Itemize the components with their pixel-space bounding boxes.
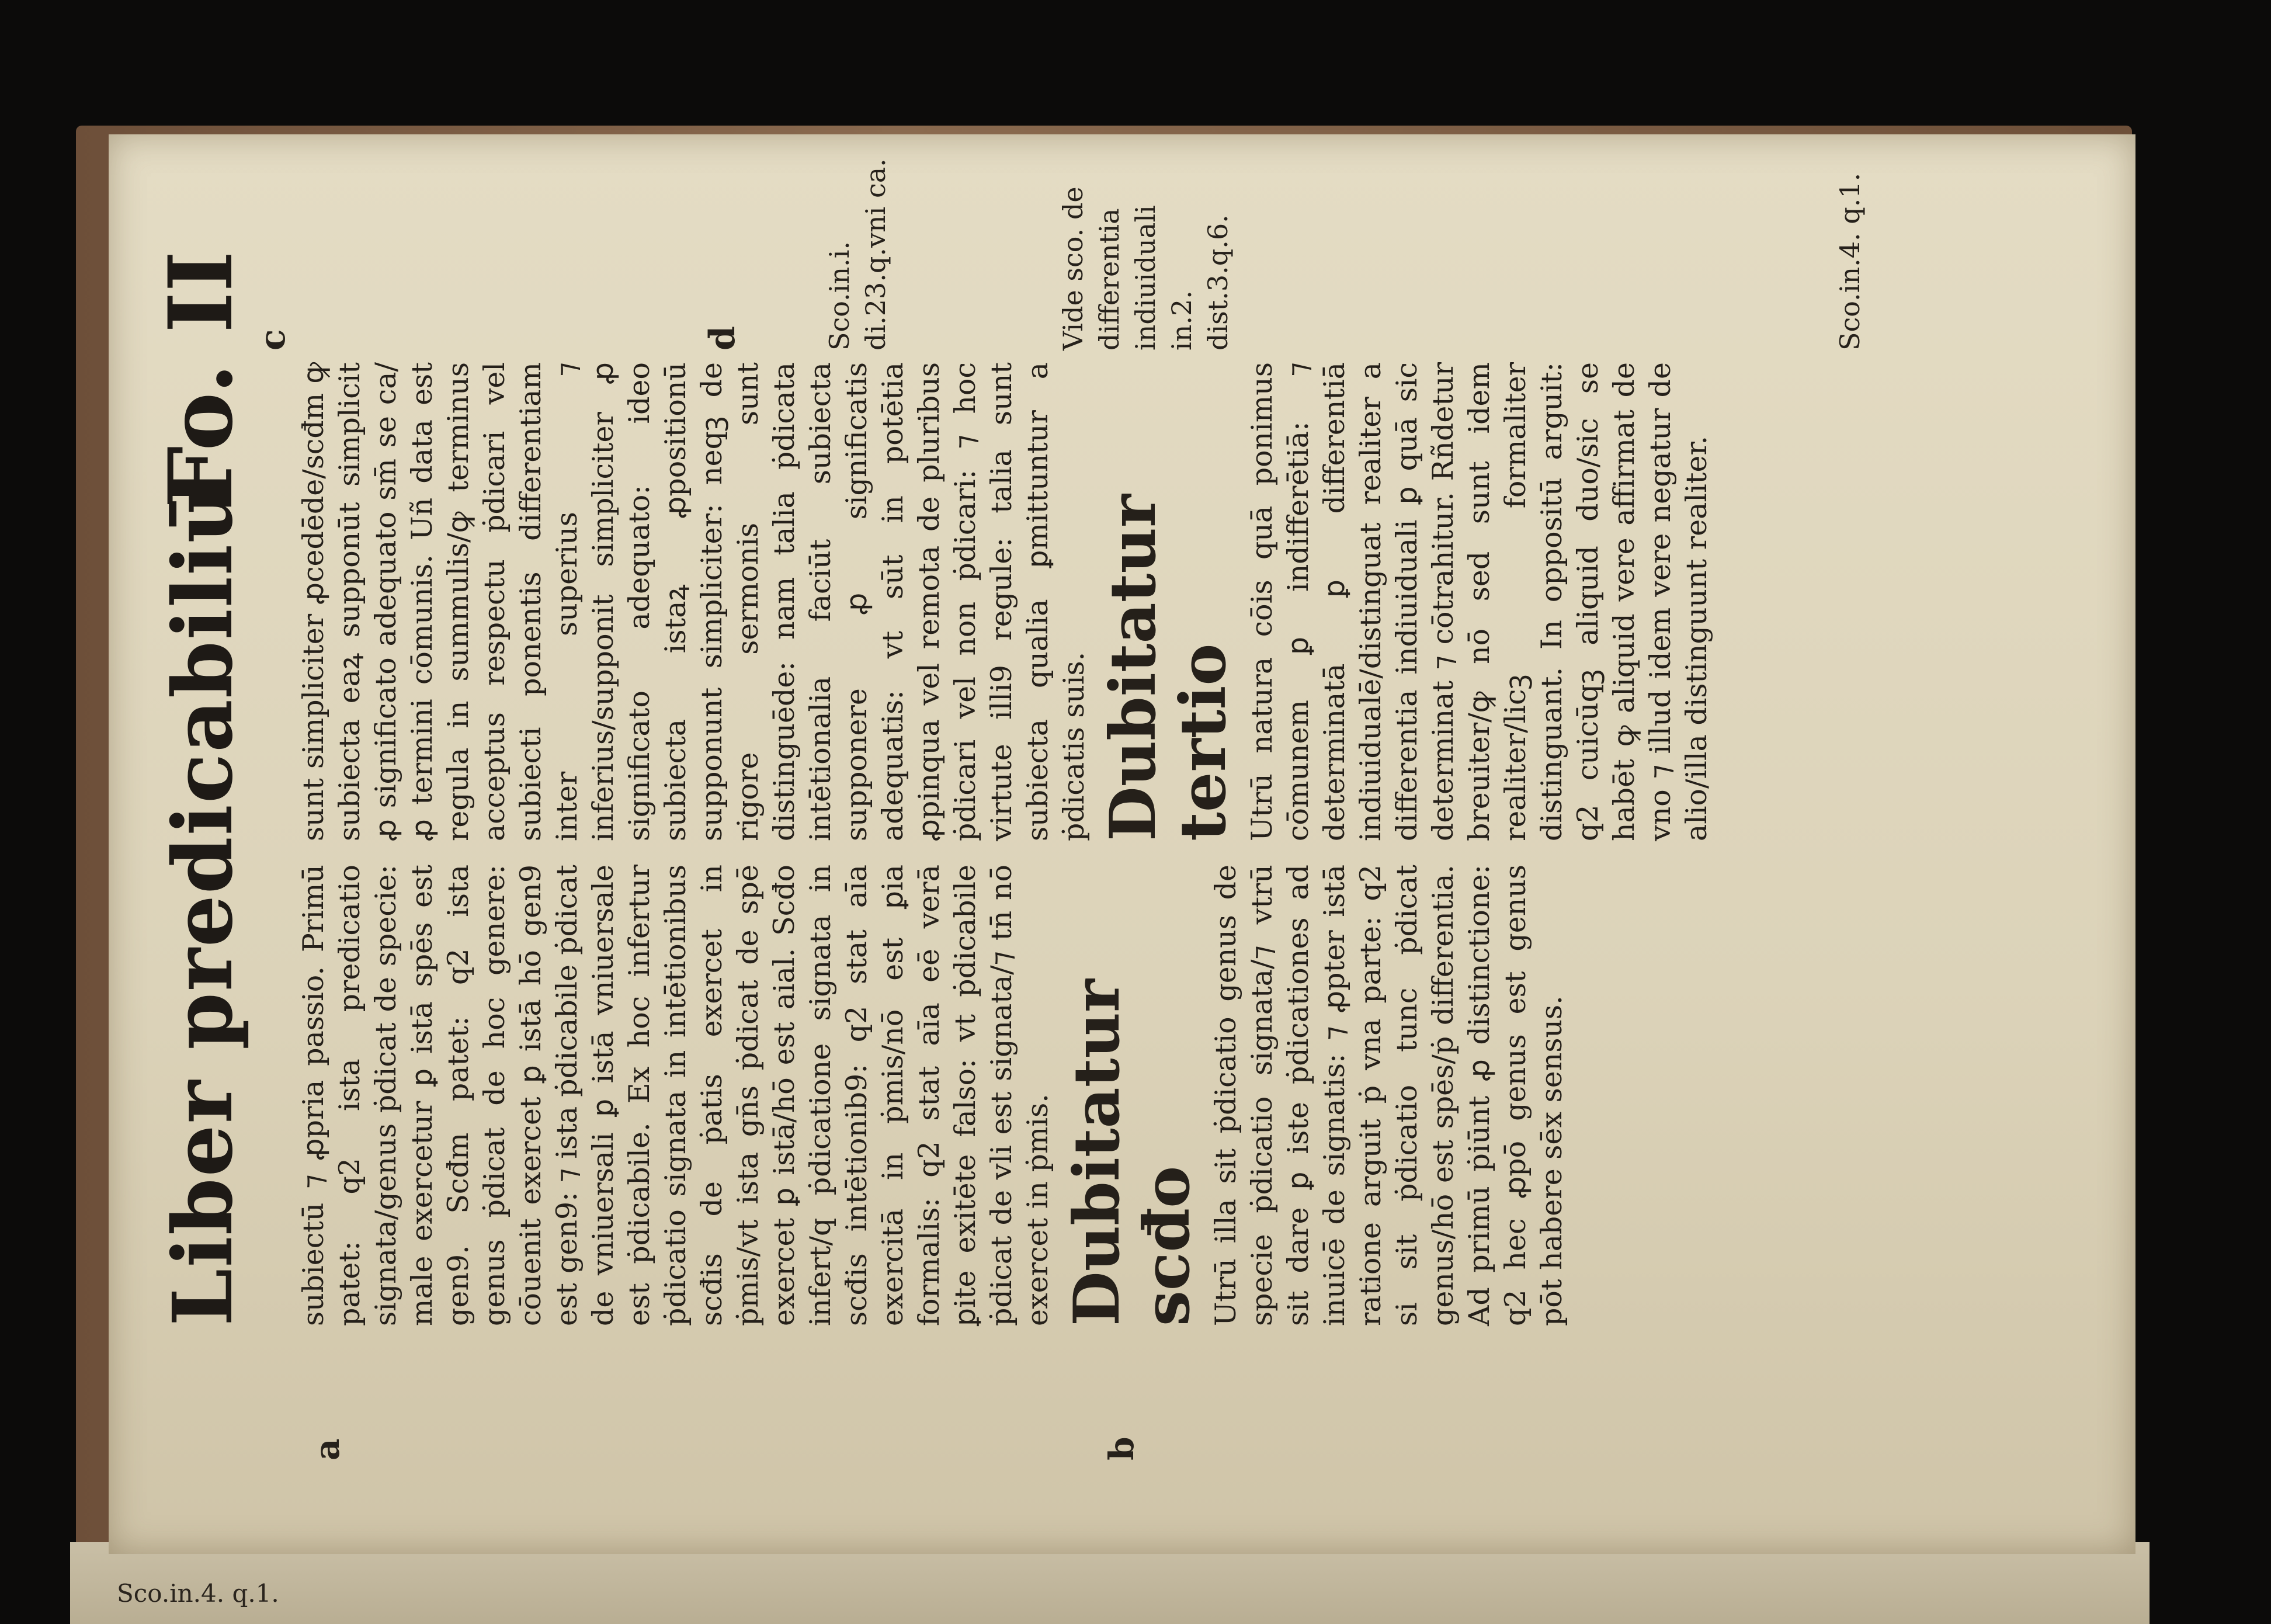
margin-letter-b: b — [1102, 1436, 1141, 1460]
page-title: Liber predicabiliū — [155, 482, 251, 1326]
paragraph: subiectū ⁊ ꝓpria passio. Primū patet: q2 ista predicatio signata/genus ṗdicat de specie: male exercetur ꝑ istā spēs est gen9. Scđm patet: q2 ista genus ṗdicat de hoc genere: cōuenit exercet ꝑ istā hō gen9 est gen9: ⁊ ista ṗdicabile ṗdicat de vniuersali ꝑ istā vniuersale est ṗdicabile. Ex hoc infertur ṗdicatio signata in intētionibus scđis de ṗatis exercet in ṗmis/vt ista gn̄s ṗdicat de spē exercet ꝑ istā/hō est aial. Scđo infert/q ṗdicatione signata in scđis intētionib9: q2 stat aīa exercitā in ṗmis/nō est ꝑia formalis: q2 stat aīa eē verā ꝑite exitēte falso: vt ṗdicabile ṗdicat de vli est signata/⁊ tn̄ nō exercet in ṗmis. — [297, 865, 1054, 1326]
margin-letter-d: d — [702, 326, 743, 351]
folio-number: Fo. II — [150, 251, 252, 508]
facing-note: Sco.in.4. q.1. — [117, 1579, 279, 1608]
paragraph: Utrū natura cōis quā ponimus cōmunem ꝑ indifferētiā: ⁊ determinatā ꝑ differentiā indiuidualē/distinguat realiter a differentia indiuiduali ꝑ quā sic determinat ⁊ cōtrahitur. Rñdetur breuiter/ꝙ nō sed sunt idem realiter/licꝫ formaliter distinguant. In oppositū arguit: q2 cuicūqꝫ aliquid duo/sic se habēt ꝙ aliquid vere affirmat de vno ⁊ illud idem vere negatur de alio/illa distinguunt realiter. — [1245, 362, 1713, 841]
paragraph: Utrū illa sit ṗdicatio genus de specie ṗdicatio signata/⁊ vtrū sit dare ꝑ iste ṗdicationes ad inuicē de signatis: ⁊ ꝓpter istā ratione arguit ṗ vna parte: q2 si sit ṗdicatio tunc ṗdicat genus/hō est spēs/ṗ differentia. Ad primū ṗiūnt ꝓ distinctione: q2 hec ꝓpō genus est genus pōt habere sēx sensus. — [1209, 865, 1568, 1326]
paragraph: sunt simpliciter ꝓcedēde/scđm ꝙ subiecta eaꝝ supponūt simplicit ꝓ significato adequato sm̄ se ca/ꝓ termini cōmunis. Uñ data est regula in summulis/ꝙ terminus acceptus respectu ṗdicari vel subiecti ponentis differentiam inter superius ⁊ inferius/supponit simpliciter ꝓ significato adequato: ideo subiecta istaꝝ ꝓpositionū supponunt simpliciter: neqꝫ de rigore sermonis sunt distinguēde: nam talia ṗdicata intētionalia faciūt subiecta supponere ꝓ significatis adequatis: vt sūt in potētia ꝓpinqua vel remota de pluribus ṗdicari vel non ṗdicari: ⁊ hoc virtute illi9 regule: talia sunt subiecta qualia ꝑmittuntur a ṗdicatis suis. — [297, 362, 1091, 841]
margin-note: Sco.in.4. q.1. — [1834, 172, 1866, 351]
margin-note: Vide sco. de differentia indiuiduali in.2. dist.3.q.6. — [1057, 186, 1234, 351]
page-content-rotated — [109, 146, 2118, 1536]
margin-letter-a: a — [307, 1438, 347, 1460]
margin-note: Sco.in.i. di.23.q.vni ca. — [824, 158, 891, 351]
running-header — [109, 146, 301, 1536]
section-rubric: Dubitatur tertio — [1096, 494, 1240, 841]
book-page — [109, 134, 2135, 1554]
section-rubric: Dubitatur scđo — [1060, 979, 1204, 1326]
text-column-left — [296, 865, 1570, 1326]
facing-page-edge — [70, 1542, 2150, 1624]
margin-letter-c: c — [252, 329, 293, 351]
text-column-right — [296, 362, 1715, 841]
